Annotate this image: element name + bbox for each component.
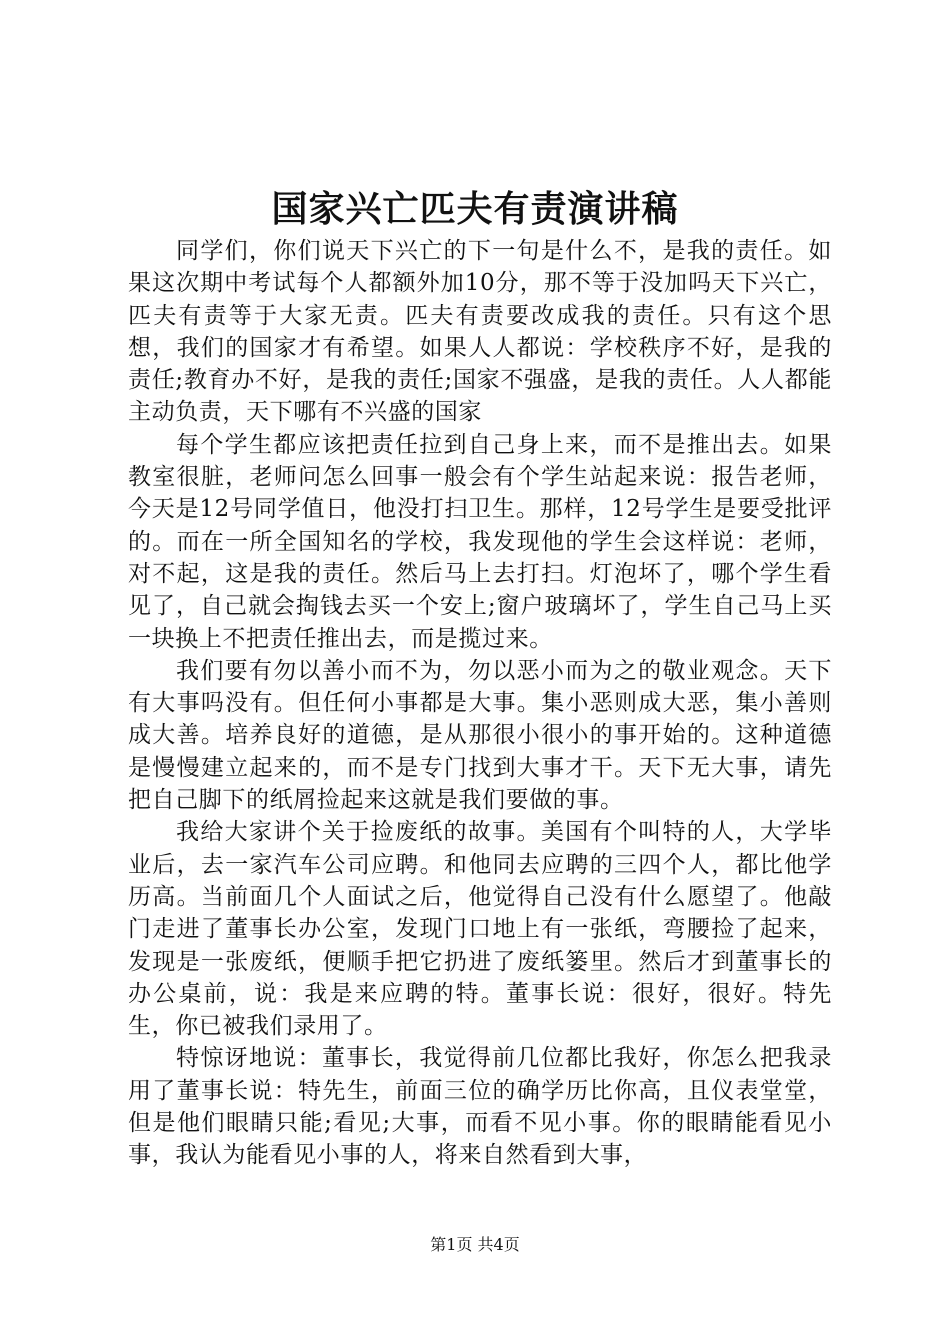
- document-body: [128, 235, 832, 1172]
- paragraph: 我给大家讲个关于捡废纸的故事。美国有个叫特的人，大学毕业后，去一家汽车公司应聘。和他同去应聘的三四个人，都比他学历高。当前面几个人面试之后，他觉得自己没有什么愿望了。他敲门走进了董事长办公室，发现门口地上有一张纸，弯腰捡了起来，发现是一张废纸，便顺手把它扔进了废纸篓里。然后才到董事长的办公桌前，说：我是来应聘的特。董事长说：很好，很好。特先生，你已被我们录用了。: [128, 819, 832, 1040]
- paragraph: 我们要有勿以善小而不为，勿以恶小而为之的敬业观念。天下有大事吗没有。但任何小事都是大事。集小恶则成大恶，集小善则成大善。培养良好的道德，是从那很小很小的事开始的。这种道德是慢慢建立起来的，而不是专门找到大事才干。天下无大事，请先把自己脚下的纸屑捡起来这就是我们要做的事。: [128, 657, 832, 814]
- paragraph: 特惊讶地说：董事长，我觉得前几位都比我好，你怎么把我录用了董事长说：特先生，前面三位的确学历比你高，且仪表堂堂，但是他们眼睛只能;看见;大事，而看不见小事。你的眼睛能看见小事，我认为能看见小事的人，将来自然看到大事，: [128, 1045, 832, 1169]
- paragraph: 同学们，你们说天下兴亡的下一句是什么不，是我的责任。如果这次期中考试每个人都额外加10分，那不等于没加吗天下兴亡，匹夫有责等于大家无责。匹夫有责要改成我的责任。只有这个思想，我们的国家才有希望。如果人人都说：学校秩序不好，是我的责任;教育办不好，是我的责任;国家不强盛，是我的责任。人人都能主动负责，天下哪有不兴盛的国家: [128, 238, 832, 426]
- page-number-footer: 第1页 共4页: [430, 1235, 520, 1254]
- paragraph: 每个学生都应该把责任拉到自己身上来，而不是推出去。如果教室很脏，老师问怎么回事一般会有个学生站起来说：报告老师，今天是12号同学值日，他没打扫卫生。那样，12号学生是要受批评的。而在一所全国知名的学校，我发现他的学生会这样说：老师，对不起，这是我的责任。然后马上去打扫。灯泡坏了，哪个学生看见了，自己就会掏钱去买一个安上;窗户玻璃坏了，学生自己马上买一块换上不把责任推出去，而是揽过来。: [128, 431, 832, 652]
- document-title: 国家兴亡匹夫有责演讲稿: [271, 188, 679, 230]
